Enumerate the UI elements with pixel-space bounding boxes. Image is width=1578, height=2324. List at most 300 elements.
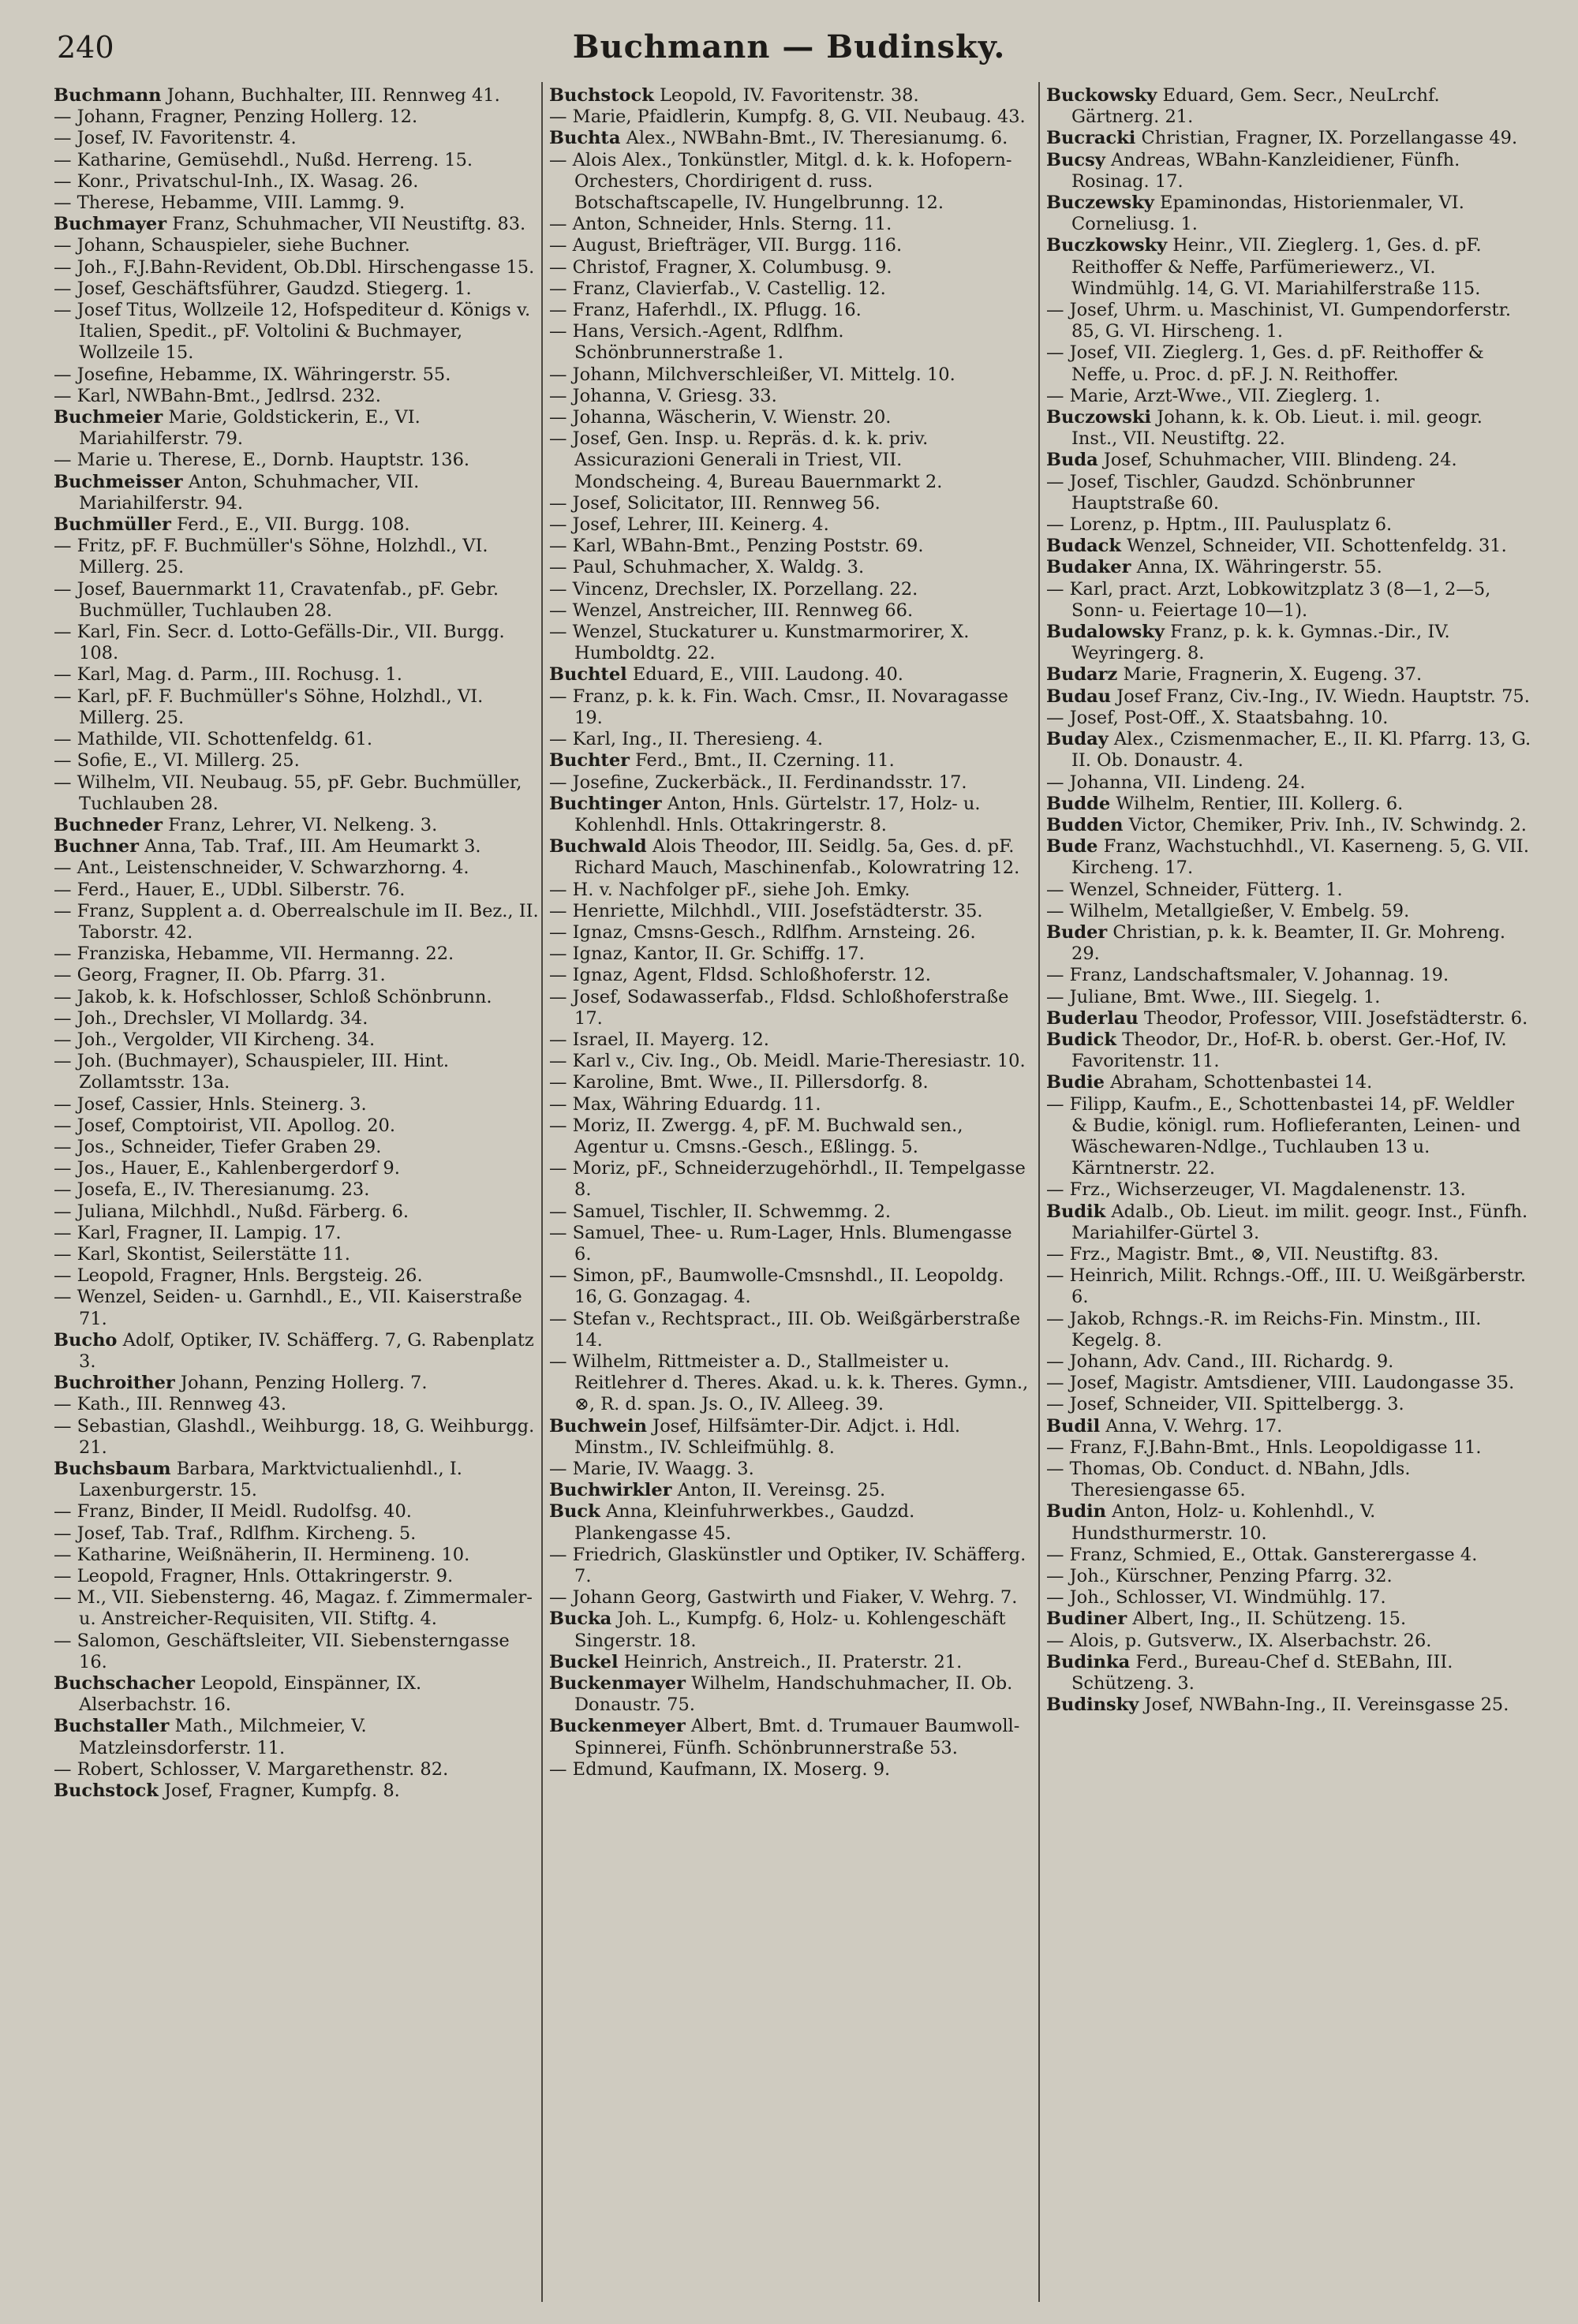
directory-entry [549, 965, 1034, 986]
entry-text: Albert, Ing., II. Schützeng. 15. [1127, 1608, 1407, 1630]
directory-entry [549, 1501, 1034, 1544]
entry-text: — Leopold, Fragner, Hnls. Ottakringerstr. 9. [54, 1566, 454, 1587]
entry-text: — Ignaz, Kantor, II. Gr. Schiffg. 17. [549, 943, 865, 965]
column-divider [541, 82, 543, 2302]
directory-entry [549, 1223, 1034, 1265]
entry-text: — Josef, Comptoirist, VII. Apollog. 20. [54, 1115, 395, 1136]
directory-column-3 [1046, 85, 1531, 2305]
surname-heading: Bude [1046, 836, 1098, 857]
surname-heading: Budin [1046, 1501, 1107, 1523]
directory-entry [1046, 622, 1531, 664]
directory-entry [549, 235, 1034, 256]
directory-entry [54, 1008, 539, 1029]
entry-text: — Karl, pF. F. Buchmüller's Söhne, Holzhdl., VI. Millerg. 25. [54, 686, 484, 728]
directory-entry [549, 128, 1034, 149]
entry-text: Anton, Hnls. Gürtelstr. 17, Holz- u. Kohlenhdl. Hnls. Ottakringerstr. 8. [574, 793, 981, 835]
surname-heading: Buchsbaum [54, 1459, 171, 1479]
directory-entry [1046, 1373, 1531, 1394]
entry-text: Christian, Fragner, IX. Porzellangasse 49. [1135, 128, 1518, 149]
entry-text: Alex., Czismenmacher, E., II. Kl. Pfarrg. 13, G. II. Ob. Donaustr. 4. [1071, 729, 1531, 772]
directory-entry [54, 1416, 539, 1459]
entry-text: — Marie, Arzt-Wwe., VII. Zieglerg. 1. [1046, 385, 1381, 406]
entry-text: — Josef, Schneider, VII. Spittelbergg. 3. [1046, 1394, 1404, 1415]
directory-entry [54, 1566, 539, 1587]
directory-entry [549, 214, 1034, 235]
directory-entry [54, 880, 539, 901]
entry-text: — Salomon, Geschäftsleiter, VII. Siebensterngasse 16. [54, 1630, 510, 1672]
directory-entry [1046, 514, 1531, 536]
directory-entry [54, 1523, 539, 1545]
directory-entry [1046, 729, 1531, 772]
directory-entry [54, 1780, 539, 1802]
directory-entry [1046, 1437, 1531, 1459]
surname-heading: Buchmayer [54, 214, 167, 235]
surname-heading: Buchwald [549, 836, 647, 857]
surname-heading: Buckenmeyer [549, 1716, 686, 1737]
entry-text: — Marie, Pfaidlerin, Kumpfg. 8, G. VII. Neubaug. 43. [549, 106, 1026, 128]
entry-text: — Josef, Tab. Traf., Rdlfhm. Kircheng. 5. [54, 1523, 417, 1544]
page-number: 240 [57, 30, 114, 65]
entry-text: — Karl, WBahn-Bmt., Penzing Poststr. 69. [549, 536, 924, 557]
directory-entry [54, 106, 539, 128]
surname-heading: Budinka [1046, 1651, 1131, 1672]
entry-text: — Simon, pF., Baumwolle-Cmsnshdl., II. Leopoldg. 16, G. Gonzagag. 4. [549, 1265, 1004, 1308]
entry-text: — Marie, IV. Waagg. 3. [549, 1459, 754, 1479]
entry-text: — Johann, Adv. Cand., III. Richardg. 9. [1046, 1351, 1394, 1372]
directory-entry [54, 1373, 539, 1394]
surname-heading: Buchmeisser [54, 471, 183, 492]
entry-text: — Franz, Clavierfab., V. Castellig. 12. [549, 278, 886, 299]
surname-heading: Buderlau [1046, 1007, 1139, 1029]
directory-entry [54, 214, 539, 235]
entry-text: — Joh., F.J.Bahn-Revident, Ob.Dbl. Hirschengasse 15. [54, 256, 535, 278]
directory-entry [54, 1587, 539, 1630]
surname-heading: Bucracki [1046, 128, 1136, 149]
directory-entry [549, 922, 1034, 943]
entry-text: — Heinrich, Milit. Rchngs.-Off., III. U. Weißgärberstr. 6. [1046, 1265, 1526, 1308]
surname-heading: Budalowsky [1046, 622, 1165, 643]
directory-entry [54, 1759, 539, 1780]
entry-text: — Joh., Drechsler, VI Mollardg. 34. [54, 1007, 368, 1029]
directory-entry [549, 1115, 1034, 1158]
directory-entry [549, 150, 1034, 215]
directory-entry [54, 1394, 539, 1415]
entry-text: — Joh., Kürschner, Penzing Pfarrg. 32. [1046, 1566, 1393, 1587]
entry-text: Marie, Fragnerin, X. Eugeng. 37. [1117, 664, 1423, 686]
directory-entry [1046, 1351, 1531, 1373]
entry-text: Abraham, Schottenbastei 14. [1104, 1072, 1373, 1093]
entry-text: — Karoline, Bmt. Wwe., II. Pillersdorfg. 8. [549, 1072, 929, 1093]
surname-heading: Buchtinger [549, 793, 662, 814]
directory-entry [1046, 708, 1531, 729]
surname-heading: Buchwein [549, 1415, 648, 1437]
directory-entry [1046, 342, 1531, 385]
surname-heading: Buchner [54, 836, 139, 857]
directory-entry [1046, 407, 1531, 450]
entry-text: — Anton, Schneider, Hnls. Sterng. 11. [549, 214, 892, 235]
directory-entry [54, 1716, 539, 1758]
directory-entry [54, 1265, 539, 1287]
entry-text: — Wilhelm, Metallgießer, V. Embelg. 59. [1046, 900, 1410, 921]
directory-entry [549, 1051, 1034, 1072]
entry-text: — Marie u. Therese, E., Dornb. Hauptstr. 136. [54, 450, 470, 471]
entry-text: Eduard, Gem. Secr., NeuLrchf. Gärtnerg. 21. [1071, 85, 1440, 128]
entry-text: — Frz., Magistr. Bmt., ⊗, VII. Neustiftg. 83. [1046, 1243, 1439, 1265]
directory-entry [549, 1652, 1034, 1673]
directory-entry [54, 987, 539, 1008]
directory-entry [549, 364, 1034, 386]
entry-text: — Friedrich, Glaskünstler und Optiker, IV. Schäfferg. 7. [549, 1544, 1026, 1587]
entry-text: Ferd., Bmt., II. Czerning. 11. [630, 750, 895, 772]
directory-entry [54, 1029, 539, 1051]
directory-entry [54, 171, 539, 192]
page-title: Buchmann — Budinsky. [572, 28, 1006, 65]
directory-entry [54, 128, 539, 149]
entry-text: — Wenzel, Seiden- u. Garnhdl., E., VII. Kaiserstraße 71. [54, 1287, 522, 1329]
directory-entry [549, 901, 1034, 922]
entry-text: — Joh., Schlosser, VI. Windmühlg. 17. [1046, 1587, 1386, 1608]
entry-text: — Alois, p. Gutsverw., IX. Alserbachstr. 26. [1046, 1630, 1432, 1651]
surname-heading: Buchtel [549, 664, 627, 686]
directory-entry [1046, 450, 1531, 471]
entry-text: — Josef, Bauernmarkt 11, Cravatenfab., pF. Gebr. Buchmüller, Tuchlauben 28. [54, 578, 499, 621]
directory-entry [1046, 1608, 1531, 1630]
directory-entry [54, 278, 539, 300]
directory-entry [1046, 128, 1531, 149]
entry-text: Andreas, WBahn-Kanzleidiener, Fünfh. Rosinag. 17. [1071, 149, 1460, 192]
entry-text: — Robert, Schlosser, V. Margarethenstr. 82. [54, 1758, 449, 1780]
surname-heading: Buday [1046, 729, 1109, 750]
directory-entry [54, 536, 539, 578]
directory-entry [549, 300, 1034, 321]
entry-text: — Wilhelm, VII. Neubaug. 55, pF. Gebr. Buchmüller, Tuchlauben 28. [54, 772, 522, 814]
directory-entry [54, 750, 539, 772]
directory-entry [549, 1201, 1034, 1223]
entry-text: — Edmund, Kaufmann, IX. Moserg. 9. [549, 1758, 891, 1780]
directory-entry [1046, 1094, 1531, 1180]
entry-text: — Stefan v., Rechtspract., III. Ob. Weißgärberstraße 14. [549, 1308, 1021, 1351]
surname-heading: Buckel [549, 1651, 619, 1672]
directory-entry [54, 1287, 539, 1329]
entry-text: — Karl, NWBahn-Bmt., Jedlrsd. 232. [54, 385, 381, 406]
directory-entry [1046, 150, 1531, 192]
entry-text: — Josef, IV. Favoritenstr. 4. [54, 128, 297, 149]
entry-text: — Franz, p. k. k. Fin. Wach. Cmsr., II. Novaragasse 19. [549, 686, 1008, 728]
directory-entry [549, 106, 1034, 128]
entry-text: — Joh. (Buchmayer), Schauspieler, III. Hint. Zollamtsstr. 13a. [54, 1051, 449, 1093]
entry-text: Anna, IX. Währingerstr. 55. [1131, 557, 1382, 578]
entry-text: — Josef, Geschäftsführer, Gaudzd. Stiegerg. 1. [54, 278, 472, 299]
directory-entry [549, 1158, 1034, 1201]
directory-entry [549, 772, 1034, 794]
entry-text: Alex., NWBahn-Bmt., IV. Theresianumg. 6. [620, 128, 1008, 149]
entry-text: Josef, Fragner, Kumpfg. 8. [158, 1780, 400, 1802]
surname-heading: Bucsy [1046, 149, 1105, 170]
directory-entry [54, 622, 539, 664]
directory-entry [1046, 1545, 1531, 1566]
directory-entry [549, 579, 1034, 600]
directory-entry [54, 472, 539, 514]
directory-entry [1046, 472, 1531, 514]
entry-text: — Wenzel, Anstreicher, III. Rennweg 66. [549, 600, 914, 621]
directory-entry [549, 557, 1034, 578]
entry-text: — Josef, Lehrer, III. Keinerg. 4. [549, 514, 829, 536]
directory-entry [549, 836, 1034, 879]
entry-text: — Josefa, E., IV. Theresianumg. 23. [54, 1179, 370, 1201]
entry-text: — Josef, Solicitator, III. Rennweg 56. [549, 492, 881, 514]
directory-entry [54, 729, 539, 750]
directory-entry [54, 815, 539, 836]
directory-entry [1046, 686, 1531, 708]
directory-entry [54, 857, 539, 879]
entry-text: — Johann, Milchverschleißer, VI. Mittelg. 10. [549, 364, 955, 385]
surname-heading: Budarz [1046, 664, 1118, 686]
entry-text: — Georg, Fragner, II. Ob. Pfarrg. 31. [54, 965, 386, 986]
entry-text: Josef, NWBahn-Ing., II. Vereinsgasse 25. [1139, 1694, 1509, 1716]
directory-entry [1046, 579, 1531, 622]
directory-column-2 [549, 85, 1034, 2305]
surname-heading: Buchter [549, 750, 630, 772]
directory-entry [54, 150, 539, 171]
surname-heading: Budiner [1046, 1608, 1127, 1630]
entry-text: — Wenzel, Stuckaturer u. Kunstmarmorirer, X. Humboldtg. 22. [549, 622, 970, 664]
entry-text: — Josef, Sodawasserfab., Fldsd. Schloßhoferstraße 17. [549, 986, 1009, 1029]
directory-entry [1046, 1652, 1531, 1694]
surname-heading: Budick [1046, 1029, 1116, 1050]
surname-heading: Budinsky [1046, 1694, 1139, 1716]
entry-text: Anna, Tab. Traf., III. Am Heumarkt 3. [138, 836, 481, 857]
directory-column-1 [54, 85, 539, 2305]
entry-text: — Ferd., Hauer, E., UDbl. Silberstr. 76. [54, 879, 406, 900]
entry-text: Josef Franz, Civ.-Ing., IV. Wiedn. Hauptstr. 75. [1111, 686, 1530, 707]
directory-entry [54, 364, 539, 386]
directory-entry [1046, 386, 1531, 407]
entry-text: — Johanna, VII. Lindeng. 24. [1046, 772, 1306, 793]
directory-entry [1046, 1631, 1531, 1652]
entry-text: — Mathilde, VII. Schottenfeldg. 61. [54, 729, 373, 750]
entry-text: — Franz, Schmied, E., Ottak. Gansterergasse 4. [1046, 1544, 1478, 1565]
entry-text: Christian, p. k. k. Beamter, II. Gr. Mohreng. 29. [1071, 921, 1506, 965]
directory-entry [1046, 965, 1531, 986]
entry-text: — Karl v., Civ. Ing., Ob. Meidl. Marie-Theresiastr. 10. [549, 1051, 1026, 1072]
directory-entry [1046, 1587, 1531, 1608]
entry-text: — Josef, Uhrm. u. Maschinist, VI. Gumpendorferstr. 85, G. VI. Hirscheng. 1. [1046, 300, 1511, 342]
directory-entry [1046, 1459, 1531, 1501]
directory-entry [549, 514, 1034, 536]
directory-entry [1046, 1201, 1531, 1244]
directory-entry [549, 1480, 1034, 1501]
entry-text: Theodor, Dr., Hof-R. b. oberst. Ger.-Hof, IV. Favoritenstr. 11. [1071, 1029, 1507, 1072]
entry-text: — Samuel, Thee- u. Rum-Lager, Hnls. Blumengasse 6. [549, 1222, 1012, 1265]
entry-text: — Ignaz, Agent, Fldsd. Schloßhoferstr. 12. [549, 965, 931, 986]
entry-text: — Juliane, Bmt. Wwe., III. Siegelg. 1. [1046, 986, 1381, 1007]
entry-text: — Sofie, E., VI. Millerg. 25. [54, 750, 300, 772]
surname-heading: Buchneder [54, 814, 163, 835]
entry-text: Ferd., E., VII. Burgg. 108. [170, 514, 410, 536]
directory-entry [54, 1201, 539, 1223]
directory-entry [549, 493, 1034, 514]
directory-entry [1046, 85, 1531, 128]
directory-entry [549, 794, 1034, 836]
entry-text: — Josefine, Hebamme, IX. Währingerstr. 55. [54, 364, 451, 385]
surname-heading: Buckowsky [1046, 85, 1157, 106]
column-divider [1038, 82, 1040, 2302]
entry-text: — Juliana, Milchhdl., Nußd. Färberg. 6. [54, 1201, 409, 1222]
directory-entry [1046, 557, 1531, 578]
directory-entry [1046, 987, 1531, 1008]
directory-entry [54, 1631, 539, 1673]
surname-heading: Budaker [1046, 557, 1131, 578]
entry-text: — Johann, Fragner, Penzing Hollerg. 12. [54, 106, 418, 128]
entry-text: Anna, V. Wehrg. 17. [1100, 1415, 1283, 1437]
directory-entry [54, 235, 539, 256]
entry-text: — Israel, II. Mayerg. 12. [549, 1029, 769, 1050]
directory-entry [1046, 1394, 1531, 1415]
entry-text: — Jos., Schneider, Tiefer Graben 29. [54, 1136, 382, 1157]
entry-text: — Max, Währing Eduardg. 11. [549, 1093, 821, 1115]
directory-entry [54, 1244, 539, 1265]
entry-text: Franz, Lehrer, VI. Nelkeng. 3. [163, 814, 438, 835]
directory-entry [1046, 836, 1531, 879]
entry-text: — Henriette, Milchhdl., VIII. Josefstädterstr. 35. [549, 900, 983, 921]
surname-heading: Buczowski [1046, 407, 1152, 428]
directory-entry [54, 514, 539, 536]
entry-text: — Kath., III. Rennweg 43. [54, 1394, 286, 1415]
directory-entry [1046, 1566, 1531, 1587]
entry-text: — Wilhelm, Rittmeister a. D., Stallmeister u. Reitlehrer d. Theres. Akad. u. k. k. Theres. Gymn., ⊗, R. d. span. Js. O., IV. Alleeg. 39. [549, 1351, 1029, 1415]
entry-text: — Samuel, Tischler, II. Schwemmg. 2. [549, 1201, 892, 1222]
directory-entry [1046, 1008, 1531, 1029]
entry-text: — Hans, Versich.-Agent, Rdlfhm. Schönbrunnerstraße 1. [549, 321, 844, 364]
entry-text: — Josefine, Zuckerbäck., II. Ferdinandsstr. 17. [549, 772, 967, 793]
entry-text: Adalb., Ob. Lieut. im milit. geogr. Inst., Fünfh. Mariahilfer-Gürtel 3. [1071, 1201, 1528, 1243]
directory-entry [549, 987, 1034, 1029]
surname-heading: Buchmeier [54, 407, 163, 428]
entry-text: — Frz., Wichserzeuger, VI. Magdalenenstr. 13. [1046, 1179, 1466, 1201]
entry-text: — Josef, Gen. Insp. u. Repräs. d. k. k. priv. Assicurazioni Generali in Triest, VII. Mondscheing. 4, Bureau Bauernmarkt 2. [549, 428, 943, 492]
entry-text: — Josef Titus, Wollzeile 12, Hofspediteur d. Königs v. Italien, Spedit., pF. Voltolini & Buchmayer, Wollzeile 15. [54, 300, 531, 364]
entry-text: Anton, Holz- u. Kohlenhdl., V. Hundsthurmerstr. 10. [1071, 1501, 1376, 1544]
directory-entry [54, 257, 539, 278]
entry-text: — Josef, Post-Off., X. Staatsbahng. 10. [1046, 707, 1389, 728]
surname-heading: Budack [1046, 536, 1121, 557]
entry-text: — Thomas, Ob. Conduct. d. NBahn, Jdls. Theresiengasse 65. [1046, 1459, 1411, 1501]
surname-heading: Buda [1046, 450, 1098, 471]
entry-text: — Christof, Fragner, X. Columbusg. 9. [549, 256, 892, 278]
surname-heading: Buchmann [54, 85, 162, 106]
entry-text: — Sebastian, Glashdl., Weihburgg. 18, G. Weihburgg. 21. [54, 1415, 535, 1458]
surname-heading: Bucho [54, 1329, 118, 1351]
directory-entry [1046, 1072, 1531, 1093]
entry-text: Leopold, Einspänner, IX. Alserbachstr. 16. [79, 1673, 422, 1716]
directory-entry [549, 1459, 1034, 1480]
entry-text: — Karl, Mag. d. Parm., III. Rochusg. 1. [54, 664, 402, 686]
directory-entry [1046, 1416, 1531, 1437]
entry-text: Heinrich, Anstreich., II. Praterstr. 21. [618, 1651, 963, 1672]
entry-text: Albert, Bmt. d. Trumauer Baumwoll-Spinnerei, Fünfh. Schönbrunnerstraße 53. [574, 1716, 1020, 1758]
entry-text: — Wenzel, Schneider, Fütterg. 1. [1046, 879, 1343, 900]
directory-entry [549, 1759, 1034, 1780]
entry-text: Johann, Buchhalter, III. Rennweg 41. [161, 85, 500, 106]
directory-entry [54, 1545, 539, 1566]
entry-text: — Lorenz, p. Hptm., III. Paulusplatz 6. [1046, 514, 1393, 536]
directory-entry [54, 686, 539, 729]
surname-heading: Buchstock [54, 1780, 159, 1802]
entry-text: — Katharine, Gemüsehdl., Nußd. Herreng. 15. [54, 149, 473, 170]
directory-entry [54, 300, 539, 364]
directory-entry [549, 278, 1034, 300]
entry-text: Wenzel, Schneider, VII. Schottenfeldg. 31. [1120, 536, 1507, 557]
directory-entry [1046, 880, 1531, 901]
surname-heading: Budde [1046, 793, 1111, 814]
entry-text: — Alois Alex., Tonkünstler, Mitgl. d. k. k. Hofopern-Orchesters, Chordirigent d. russ. Botschaftscapelle, IV. Hungelbrunng. 12. [549, 149, 1012, 214]
entry-text: — Franz, F.J.Bahn-Bmt., Hnls. Leopoldigasse 11. [1046, 1437, 1482, 1458]
directory-entry [549, 729, 1034, 750]
directory-entry [549, 257, 1034, 278]
entry-text: Anton, II. Vereinsg. 25. [671, 1480, 886, 1501]
entry-text: Wilhelm, Handschuhmacher, II. Ob. Donaustr. 75. [574, 1673, 1013, 1716]
directory-entry [54, 772, 539, 815]
entry-text: — Josef, Cassier, Hnls. Steinerg. 3. [54, 1093, 367, 1115]
directory-entry [549, 1029, 1034, 1051]
directory-entry [1046, 794, 1531, 815]
directory-entry [54, 1179, 539, 1201]
directory-entry [1046, 1694, 1531, 1716]
entry-text: Franz, p. k. k. Gymnas.-Dir., IV. Weyringerg. 8. [1071, 622, 1450, 664]
entry-text: — Johanna, Wäscherin, V. Wienstr. 20. [549, 407, 892, 428]
entry-text: — Josef, Magistr. Amtsdiener, VIII. Laudongasse 35. [1046, 1373, 1515, 1394]
surname-heading: Buchroither [54, 1373, 175, 1394]
entry-text: Marie, Goldstickerin, E., VI. Mariahilferstr. 79. [79, 407, 421, 450]
directory-entry [549, 386, 1034, 407]
directory-entry [549, 1608, 1034, 1651]
entry-text: — Therese, Hebamme, VIII. Lammg. 9. [54, 192, 406, 214]
directory-entry [549, 1545, 1034, 1587]
entry-text: — Josef, Tischler, Gaudzd. Schönbrunner Hauptstraße 60. [1046, 471, 1415, 514]
entry-text: Franz, Wachstuchhdl., VI. Kaserneng. 5, G. VII. Kircheng. 17. [1071, 836, 1529, 879]
entry-text: — Paul, Schuhmacher, X. Waldg. 3. [549, 557, 865, 578]
entry-text: — Karl, Skontist, Seilerstätte 11. [54, 1243, 350, 1265]
surname-heading: Buckenmayer [549, 1673, 686, 1694]
directory-entry [54, 901, 539, 943]
surname-heading: Buck [549, 1501, 600, 1523]
surname-heading: Budden [1046, 814, 1124, 835]
directory-entry [1046, 300, 1531, 342]
directory-entry [54, 450, 539, 471]
directory-entry [54, 943, 539, 965]
directory-entry [1046, 815, 1531, 836]
entry-text: — Konr., Privatschul-Inh., IX. Wasag. 26. [54, 170, 419, 192]
directory-entry [54, 965, 539, 986]
directory-entry [549, 686, 1034, 729]
entry-text: Wilhelm, Rentier, III. Kollerg. 6. [1110, 793, 1404, 814]
directory-entry [549, 1716, 1034, 1758]
entry-text: Alois Theodor, III. Seidlg. 5a, Ges. d. pF. Richard Mauch, Maschinenfab., Kolowratring 12. [574, 836, 1020, 879]
directory-entry [54, 1051, 539, 1093]
directory-entry [549, 428, 1034, 493]
directory-entry [549, 1587, 1034, 1608]
entry-text: Victor, Chemiker, Priv. Inh., IV. Schwindg. 2. [1123, 814, 1527, 835]
entry-text: — Karl, Ing., II. Theresieng. 4. [549, 729, 824, 750]
directory-entry [54, 1330, 539, 1373]
directory-entry [549, 943, 1034, 965]
entry-text: Anton, Schuhmacher, VII. Mariahilferstr. 94. [79, 471, 420, 514]
entry-text: Epaminondas, Historienmaler, VI. Corneliusg. 1. [1071, 192, 1464, 235]
entry-text: — Franz, Haferhdl., IX. Pflugg. 16. [549, 300, 862, 321]
directory-entry [54, 836, 539, 857]
directory-entry [549, 664, 1034, 686]
directory-entry [1046, 772, 1531, 794]
